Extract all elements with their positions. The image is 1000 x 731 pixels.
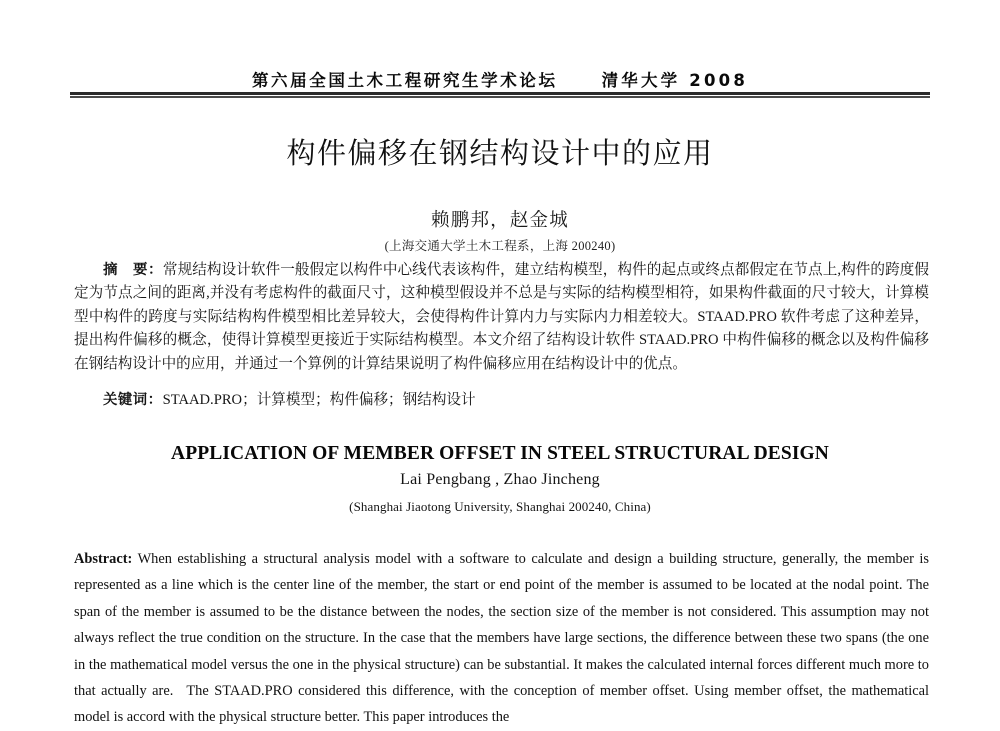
english-title: APPLICATION OF MEMBER OFFSET IN STEEL STRUCTURAL DESIGN — [171, 443, 829, 464]
english-abstract-label: Abstract: — [74, 551, 133, 567]
chinese-abstract — [74, 259, 929, 376]
chinese-keywords-label: 关键词： — [103, 392, 163, 408]
running-header — [70, 66, 930, 92]
chinese-affiliation: (上海交通大学土木工程系，上海 200240) — [384, 239, 616, 253]
header-conference-title: 第六届全国土木工程研究生学术论坛 — [251, 71, 558, 90]
chinese-keywords-body: STAAD.PRO；计算模型；构件偏移；钢结构设计 — [162, 392, 476, 408]
header-divider-rule — [70, 92, 930, 98]
chinese-title: 构件偏移在钢结构设计中的应用 — [286, 136, 714, 170]
english-abstract-body: When establishing a structural analysis model with a software to calculate and design a building structure, generally, the member is represented as a line which is the center line of the member, the start or end point of the member is assumed to be located at the nodal point. The span of the member is assumed to be the distance between the nodes, the section size of the member is not considered. This assumption may not always reflect the true condition on the structure. In the case that the members have large sections, the difference between these two spans (the one in the mathematical model versus the one in the physical structure) can be substantial. It makes the calculated internal forces different much more to that actually are. — [74, 551, 929, 700]
english-affiliation: (Shanghai Jiaotong University, Shanghai 200240, China) — [349, 499, 651, 514]
chinese-authors: 赖鹏邦，赵金城 — [431, 211, 569, 231]
english-abstract — [74, 546, 929, 731]
english-abstract-body-continued: The STAAD.PRO considered this difference, with the conception of member offset. Using member offset, the mathematical model is accord with the physical structure better. This paper introduces the — [74, 683, 929, 726]
chinese-abstract-body: 常规结构设计软件一般假定以构件中心线代表该构件，建立结构模型，构件的起点或终点都假定在节点上,构件的跨度假定为节点之间的距离,并没有考虑构件的截面尺寸，这种模型假设并不总是与实际的结构模型相符，如果构件截面的尺寸较大，计算模型中构件的跨度与实际结构构件模型相比差异较大，会使得构件计算内力与实际内力相差较大。STAAD.PRO 软件考虑了这种差异，提出构件偏移的概念，使得计算模型更接近于实际结构模型。本文介绍了结构设计软件 STAAD.PRO 中构件偏移的概念以及构件偏移在钢结构设计中的应用，并通过一个算例的计算结果说明了构件偏移应用在结构设计中的优点。 — [74, 262, 929, 372]
chinese-abstract-label: 摘 要： — [103, 262, 163, 278]
chinese-keywords — [74, 389, 929, 411]
english-authors: Lai Pengbang , Zhao Jincheng — [400, 471, 600, 488]
rule-thin — [70, 96, 930, 98]
header-venue-year: 清华大学 2008 — [601, 71, 749, 90]
